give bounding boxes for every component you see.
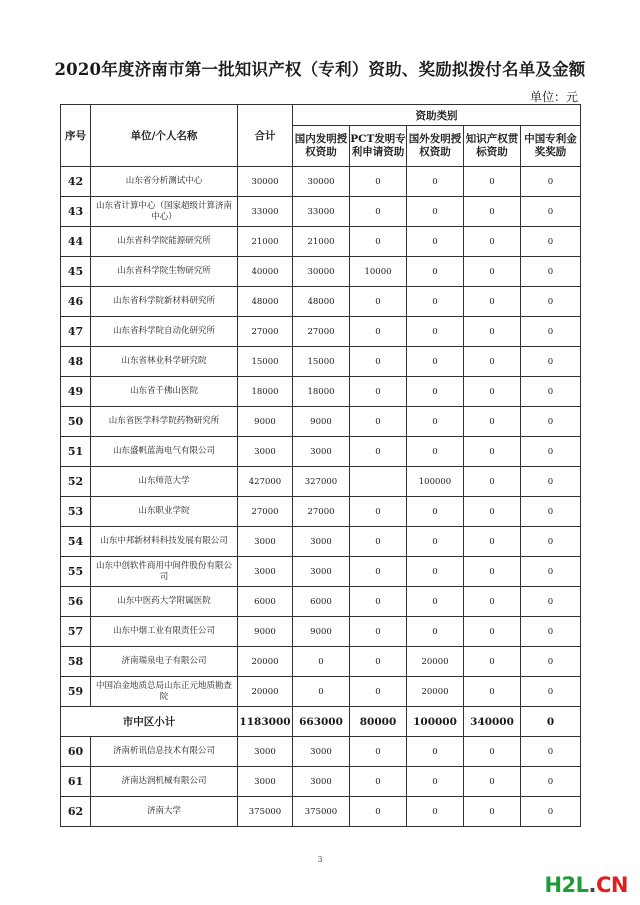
header-col-domestic: 国内发明授权资助 — [293, 126, 350, 167]
subtotal-label: 市中区小计 — [61, 707, 238, 737]
row-seq: 44 — [61, 227, 91, 257]
row-seq: 55 — [61, 557, 91, 587]
row-v1: 18000 — [293, 377, 350, 407]
row-total: 427000 — [238, 467, 293, 497]
header-total: 合计 — [238, 105, 293, 167]
row-total: 3000 — [238, 557, 293, 587]
row-v4: 0 — [464, 377, 521, 407]
row-total: 6000 — [238, 587, 293, 617]
document-title: 2020年度济南市第一批知识产权（专利）资助、奖励拟拨付名单及金额 — [54, 60, 586, 79]
row-v1: 3000 — [293, 767, 350, 797]
row-v4: 0 — [464, 347, 521, 377]
row-v3: 0 — [407, 167, 464, 197]
row-v1: 3000 — [293, 437, 350, 467]
row-v5: 0 — [521, 677, 581, 707]
header-name: 单位/个人名称 — [91, 105, 238, 167]
row-v3: 0 — [407, 497, 464, 527]
row-v4: 0 — [464, 437, 521, 467]
row-total: 27000 — [238, 317, 293, 347]
row-v1: 30000 — [293, 257, 350, 287]
row-name: 山东中烟工业有限责任公司 — [91, 617, 238, 647]
row-v3: 0 — [407, 557, 464, 587]
row-v1: 3000 — [293, 527, 350, 557]
row-v3: 100000 — [407, 467, 464, 497]
row-v3: 0 — [407, 197, 464, 227]
row-v2: 0 — [350, 317, 407, 347]
row-seq: 52 — [61, 467, 91, 497]
row-v2: 0 — [350, 617, 407, 647]
row-v4: 0 — [464, 467, 521, 497]
row-v1: 3000 — [293, 737, 350, 767]
watermark-part: . — [588, 873, 596, 897]
subtotal-v2: 80000 — [350, 707, 407, 737]
funding-table — [60, 104, 581, 827]
table-row — [61, 677, 581, 707]
header-col-foreign: 国外发明授权资助 — [407, 126, 464, 167]
row-v3: 0 — [407, 617, 464, 647]
row-v2: 0 — [350, 287, 407, 317]
row-v3: 0 — [407, 797, 464, 827]
row-v4: 0 — [464, 407, 521, 437]
row-v2: 0 — [350, 227, 407, 257]
row-v5: 0 — [521, 227, 581, 257]
table-row — [61, 497, 581, 527]
row-v5: 0 — [521, 377, 581, 407]
row-seq: 57 — [61, 617, 91, 647]
row-name: 济南瑞泉电子有限公司 — [91, 647, 238, 677]
table-row — [61, 587, 581, 617]
row-v5: 0 — [521, 497, 581, 527]
header-col-award: 中国专利金奖奖励 — [521, 126, 581, 167]
row-v5: 0 — [521, 767, 581, 797]
row-total: 20000 — [238, 647, 293, 677]
row-v3: 0 — [407, 317, 464, 347]
row-v4: 0 — [464, 587, 521, 617]
row-seq: 45 — [61, 257, 91, 287]
row-v3: 0 — [407, 257, 464, 287]
row-v1: 30000 — [293, 167, 350, 197]
row-v2: 0 — [350, 437, 407, 467]
row-v2 — [350, 467, 407, 497]
table-row — [61, 767, 581, 797]
table-row — [61, 617, 581, 647]
row-v3: 20000 — [407, 647, 464, 677]
row-name: 山东省分析测试中心 — [91, 167, 238, 197]
row-v2: 0 — [350, 647, 407, 677]
table-row — [61, 347, 581, 377]
row-v5: 0 — [521, 797, 581, 827]
table-row — [61, 407, 581, 437]
row-v4: 0 — [464, 677, 521, 707]
row-v4: 0 — [464, 227, 521, 257]
page-number: 3 — [317, 855, 323, 864]
row-seq: 59 — [61, 677, 91, 707]
row-seq: 43 — [61, 197, 91, 227]
row-seq: 56 — [61, 587, 91, 617]
table-row — [61, 257, 581, 287]
row-v2: 0 — [350, 527, 407, 557]
row-name: 山东省科学院新材料研究所 — [91, 287, 238, 317]
row-name: 山东省科学院自动化研究所 — [91, 317, 238, 347]
header-group: 资助类别 — [293, 105, 581, 126]
row-seq: 51 — [61, 437, 91, 467]
table-row — [61, 167, 581, 197]
row-v4: 0 — [464, 287, 521, 317]
row-v3: 0 — [407, 767, 464, 797]
row-v5: 0 — [521, 347, 581, 377]
row-v3: 0 — [407, 347, 464, 377]
row-v1: 15000 — [293, 347, 350, 377]
row-total: 375000 — [238, 797, 293, 827]
row-name: 山东省千佛山医院 — [91, 377, 238, 407]
row-v3: 0 — [407, 587, 464, 617]
watermark-part: H2L — [544, 873, 589, 897]
row-v2: 0 — [350, 407, 407, 437]
row-v1: 9000 — [293, 617, 350, 647]
row-v5: 0 — [521, 257, 581, 287]
row-total: 3000 — [238, 527, 293, 557]
row-v5: 0 — [521, 467, 581, 497]
row-v1: 3000 — [293, 557, 350, 587]
row-v5: 0 — [521, 647, 581, 677]
row-total: 40000 — [238, 257, 293, 287]
row-v4: 0 — [464, 167, 521, 197]
table-row — [61, 527, 581, 557]
row-seq: 58 — [61, 647, 91, 677]
row-name: 山东省医学科学院药物研究所 — [91, 407, 238, 437]
row-v2: 0 — [350, 197, 407, 227]
row-v1: 27000 — [293, 497, 350, 527]
table-row — [61, 557, 581, 587]
row-v3: 0 — [407, 377, 464, 407]
row-v1: 27000 — [293, 317, 350, 347]
row-seq: 60 — [61, 737, 91, 767]
table-row — [61, 227, 581, 257]
row-v4: 0 — [464, 737, 521, 767]
table-row — [61, 197, 581, 227]
table-row — [61, 467, 581, 497]
row-v2: 0 — [350, 377, 407, 407]
row-v4: 0 — [464, 257, 521, 287]
row-name: 山东职业学院 — [91, 497, 238, 527]
table-row — [61, 287, 581, 317]
row-name: 山东盛帆蓝海电气有限公司 — [91, 437, 238, 467]
row-v2: 0 — [350, 797, 407, 827]
row-v5: 0 — [521, 407, 581, 437]
row-name: 山东省林业科学研究院 — [91, 347, 238, 377]
row-total: 3000 — [238, 737, 293, 767]
header-col-standard: 知识产权贯标资助 — [464, 126, 521, 167]
row-v5: 0 — [521, 527, 581, 557]
row-v2: 0 — [350, 497, 407, 527]
subtotal-total: 1183000 — [238, 707, 293, 737]
table-row — [61, 317, 581, 347]
row-v2: 0 — [350, 347, 407, 377]
row-total: 48000 — [238, 287, 293, 317]
row-v5: 0 — [521, 437, 581, 467]
row-v1: 327000 — [293, 467, 350, 497]
row-v4: 0 — [464, 527, 521, 557]
row-v3: 20000 — [407, 677, 464, 707]
row-seq: 49 — [61, 377, 91, 407]
row-v1: 21000 — [293, 227, 350, 257]
row-name: 山东中邦新材料科技发展有限公司 — [91, 527, 238, 557]
row-v1: 9000 — [293, 407, 350, 437]
row-v1: 0 — [293, 647, 350, 677]
row-v5: 0 — [521, 587, 581, 617]
row-v4: 0 — [464, 497, 521, 527]
row-total: 18000 — [238, 377, 293, 407]
row-v5: 0 — [521, 557, 581, 587]
row-total: 21000 — [238, 227, 293, 257]
row-v4: 0 — [464, 197, 521, 227]
header-col-pct: PCT发明专利申请资助 — [350, 126, 407, 167]
row-v2: 0 — [350, 167, 407, 197]
row-v1: 6000 — [293, 587, 350, 617]
row-v4: 0 — [464, 317, 521, 347]
row-v3: 0 — [407, 527, 464, 557]
row-total: 15000 — [238, 347, 293, 377]
watermark-logo — [544, 873, 628, 897]
row-total: 9000 — [238, 407, 293, 437]
row-v5: 0 — [521, 737, 581, 767]
header-seq: 序号 — [61, 105, 91, 167]
row-v4: 0 — [464, 767, 521, 797]
row-v2: 0 — [350, 557, 407, 587]
row-name: 济南析讯信息技术有限公司 — [91, 737, 238, 767]
row-total: 3000 — [238, 437, 293, 467]
row-total: 27000 — [238, 497, 293, 527]
row-v3: 0 — [407, 737, 464, 767]
row-v3: 0 — [407, 227, 464, 257]
row-total: 3000 — [238, 767, 293, 797]
row-v5: 0 — [521, 317, 581, 347]
row-v1: 48000 — [293, 287, 350, 317]
watermark-part: CN — [596, 873, 628, 897]
row-name: 中国冶金地质总局山东正元地质勘查院 — [91, 677, 238, 707]
row-total: 9000 — [238, 617, 293, 647]
row-total: 20000 — [238, 677, 293, 707]
row-name: 济南大学 — [91, 797, 238, 827]
row-v1: 0 — [293, 677, 350, 707]
row-name: 山东省科学院生物研究所 — [91, 257, 238, 287]
row-v1: 375000 — [293, 797, 350, 827]
row-v3: 0 — [407, 287, 464, 317]
unit-label: 单位：元 — [529, 90, 578, 104]
row-v5: 0 — [521, 197, 581, 227]
row-seq: 54 — [61, 527, 91, 557]
subtotal-v5: 0 — [521, 707, 581, 737]
table-row — [61, 437, 581, 467]
row-seq: 50 — [61, 407, 91, 437]
row-v4: 0 — [464, 647, 521, 677]
row-v2: 0 — [350, 587, 407, 617]
row-seq: 61 — [61, 767, 91, 797]
row-v2: 0 — [350, 737, 407, 767]
row-total: 33000 — [238, 197, 293, 227]
table-row — [61, 797, 581, 827]
row-seq: 53 — [61, 497, 91, 527]
subtotal-v4: 340000 — [464, 707, 521, 737]
row-v3: 0 — [407, 407, 464, 437]
row-seq: 42 — [61, 167, 91, 197]
row-name: 山东中创软件商用中间件股份有限公司 — [91, 557, 238, 587]
row-v1: 33000 — [293, 197, 350, 227]
row-seq: 46 — [61, 287, 91, 317]
row-v4: 0 — [464, 617, 521, 647]
row-total: 30000 — [238, 167, 293, 197]
row-name: 山东省计算中心（国家超级计算济南中心） — [91, 197, 238, 227]
row-v3: 0 — [407, 437, 464, 467]
row-name: 山东中医药大学附属医院 — [91, 587, 238, 617]
row-seq: 48 — [61, 347, 91, 377]
table-row — [61, 647, 581, 677]
subtotal-v3: 100000 — [407, 707, 464, 737]
row-seq: 47 — [61, 317, 91, 347]
row-v5: 0 — [521, 167, 581, 197]
subtotal-v1: 663000 — [293, 707, 350, 737]
row-v2: 0 — [350, 677, 407, 707]
table-row — [61, 377, 581, 407]
row-name: 山东省科学院能源研究所 — [91, 227, 238, 257]
row-v2: 0 — [350, 767, 407, 797]
row-v2: 10000 — [350, 257, 407, 287]
row-name: 济南达润机械有限公司 — [91, 767, 238, 797]
row-v5: 0 — [521, 617, 581, 647]
row-seq: 62 — [61, 797, 91, 827]
row-name: 山东师范大学 — [91, 467, 238, 497]
subtotal-row — [61, 707, 581, 737]
row-v4: 0 — [464, 557, 521, 587]
row-v5: 0 — [521, 287, 581, 317]
row-v4: 0 — [464, 797, 521, 827]
table-row — [61, 737, 581, 767]
